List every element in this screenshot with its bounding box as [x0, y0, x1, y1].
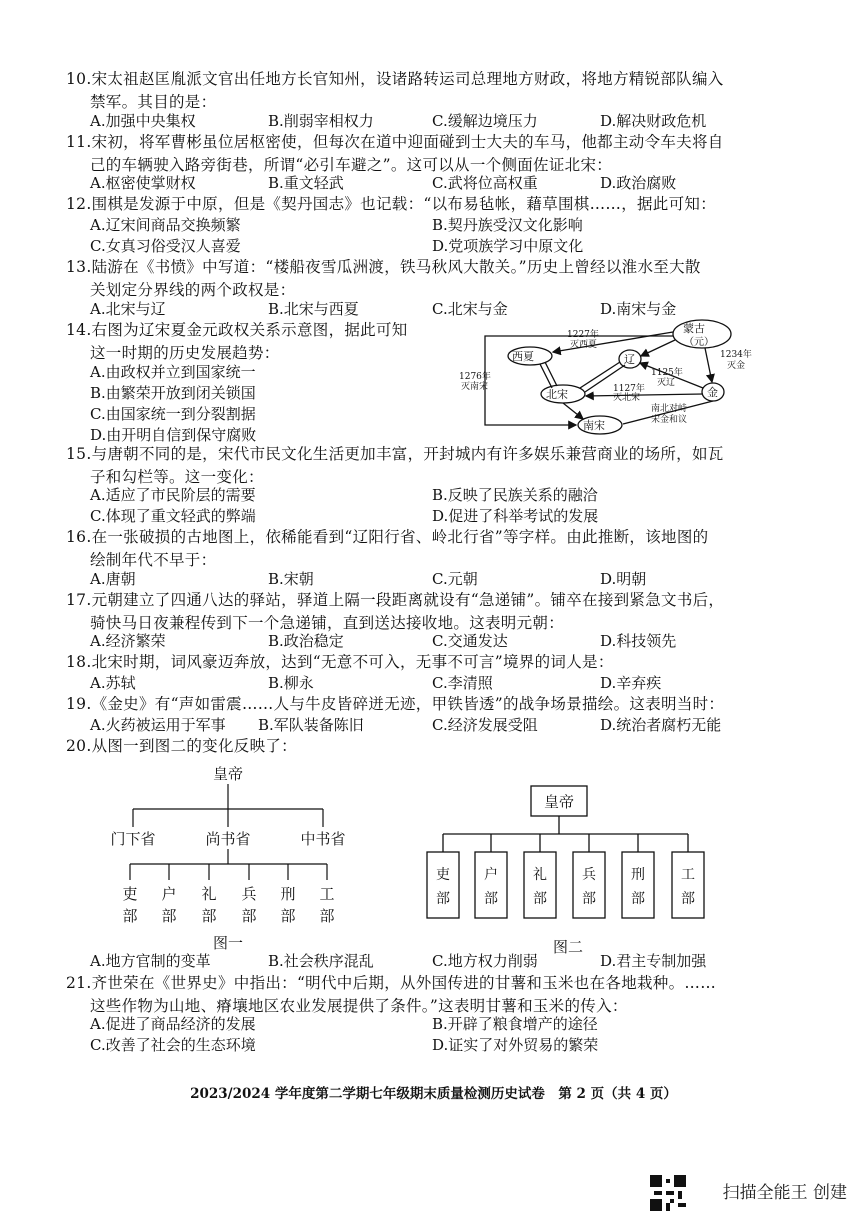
option-d[interactable]: D.南宋与金: [600, 300, 677, 318]
fig1-caption: 图一: [212, 934, 244, 952]
node-beisong: 北宋: [546, 388, 568, 401]
option-d[interactable]: D.辛弃疾: [600, 674, 662, 692]
label-peace-treaty: 宋金和议: [651, 415, 688, 425]
scanner-watermark: 扫描全能王 创建: [722, 1183, 847, 1203]
fig2-ministry-3-char-2: 部: [533, 891, 547, 907]
fig2-ministry-5-char-2: 部: [631, 891, 645, 907]
fig1-ministry-2-char-1: 户: [161, 885, 177, 903]
question-stem: 右图为辽宋夏金元政权关系示意图，据此可知: [91, 321, 408, 339]
fig2-ministry-box-3: [524, 852, 556, 918]
option-d[interactable]: D.党项族学习中原文化: [432, 237, 584, 255]
fig1-emperor: 皇帝: [212, 765, 244, 783]
fig2-ministry-box-6: [672, 852, 704, 918]
option-d[interactable]: D.证实了对外贸易的繁荣: [432, 1036, 599, 1054]
question-stem: 从图一到图二的变化反映了：: [91, 737, 297, 755]
option-b[interactable]: B.北宋与西夏: [268, 300, 359, 318]
regime-relations-diagram: [455, 318, 765, 440]
fig2-ministries: [427, 834, 704, 918]
fig2-ministry-2-char-2: 部: [484, 891, 498, 907]
option-b[interactable]: B.宋朝: [268, 570, 314, 588]
question-stem-continued: 禁军。其目的是：: [90, 93, 217, 111]
label-1127-year: 1127年: [613, 384, 645, 394]
fig2-ministry-5-char-1: 刑: [631, 867, 645, 883]
option-c[interactable]: C.交通发达: [432, 632, 508, 650]
label-1276-event: 灭南宋: [461, 382, 489, 392]
line-xixia-beisong-2: [540, 364, 552, 388]
question-number: 13.: [66, 258, 92, 276]
question-stem: 宋初，将军曹彬虽位居枢密使，但每次在道中迎面碰到士大夫的车马，他都主动令车夫将自: [91, 133, 724, 151]
option-c[interactable]: C.由国家统一到分裂割据: [90, 405, 256, 423]
option-d[interactable]: D.科技领先: [600, 632, 677, 650]
question-12: [66, 193, 806, 216]
fig2-caption: 图二: [552, 938, 584, 956]
node-jin: 金: [707, 386, 718, 399]
label-1127-event: 灭北宋: [613, 393, 641, 403]
question-number: 19.: [66, 695, 92, 713]
question-stem: 齐世荣在《世界史》中指出：“明代中后期，从外国传进的甘薯和玉米也在各地栽种。……: [91, 974, 716, 992]
option-b[interactable]: B.柳永: [268, 674, 314, 692]
question-20: [66, 735, 806, 758]
fig1-ministry-4-char-1: 兵: [241, 885, 257, 903]
question-stem-continued: 这些作物为山地、瘠壤地区农业发展提供了条件。”这表明甘薯和玉米的传入：: [90, 997, 628, 1015]
fig1-ministry-3-char-1: 礼: [201, 885, 217, 903]
option-a[interactable]: A.适应了市民阶层的需要: [90, 486, 256, 504]
question-15: [66, 443, 806, 489]
question-stem: 元朝建立了四通八达的驿站，驿道上隔一段距离就设有“急递铺”。铺卒在接到紧急文书后，: [91, 591, 725, 609]
question-number: 17.: [66, 591, 92, 609]
question-number: 14.: [66, 321, 92, 339]
fig2-ministry-6-char-2: 部: [681, 891, 695, 907]
question-number: 12.: [66, 195, 92, 213]
option-b[interactable]: B.军队装备陈旧: [258, 716, 364, 734]
question-18: [66, 651, 806, 674]
option-d[interactable]: D.君主专制加强: [600, 952, 707, 970]
option-b[interactable]: B.契丹族受汉文化影响: [432, 216, 583, 234]
question-10: [66, 68, 806, 114]
option-b[interactable]: B.社会秩序混乱: [268, 952, 374, 970]
option-d[interactable]: D.明朝: [600, 570, 647, 588]
fig1-menxia: 门下省: [110, 830, 156, 848]
question-19: [66, 693, 806, 716]
fig1-ministry-5-char-2: 部: [280, 907, 296, 925]
question-stem: 围棋是发源于中原，但是《契丹国志》也记载：“以布易毡帐，藉草围棋……，据此可知：: [91, 195, 716, 213]
fig2-ministry-4-char-1: 兵: [582, 867, 596, 883]
question-number: 20.: [66, 737, 92, 755]
fig2-ministry-3-char-1: 礼: [533, 867, 547, 883]
question-stem-continued: 己的车辆驶入路旁街巷，所谓“必引车避之”。这可以从一个侧面佐证北宋：: [90, 156, 613, 174]
fig1-ministry-6-char-1: 工: [319, 885, 335, 903]
option-a[interactable]: A.辽宋间商品交换频繁: [90, 216, 241, 234]
arrow-menggu-liao: [641, 340, 675, 356]
fig2-ministry-box-4: [573, 852, 605, 918]
option-a[interactable]: A.苏轼: [90, 674, 136, 692]
option-c[interactable]: C.经济发展受阻: [432, 716, 538, 734]
option-b[interactable]: B.政治稳定: [268, 632, 344, 650]
fig2-ministry-2-char-1: 户: [484, 867, 498, 883]
question-number: 21.: [66, 974, 92, 992]
question-stem: 《金史》有“声如雷震……人与牛皮皆碎迸无迹，甲铁皆透”的战争场景描绘。这表明当时：: [91, 695, 725, 713]
node-menggu: 蒙古: [683, 322, 705, 335]
fig1-ministries: [122, 885, 334, 925]
label-1234-year: 1234年: [720, 350, 752, 360]
label-1234-event: 灭金: [727, 361, 746, 371]
question-21: [66, 972, 806, 1018]
question-stem-continued: 绘制年代不早于：: [90, 551, 217, 569]
option-c[interactable]: C.地方权力削弱: [432, 952, 538, 970]
label-1276-year: 1276年: [459, 372, 491, 382]
label-north-south: 南北对峙: [651, 404, 688, 414]
option-a[interactable]: A.加强中央集权: [90, 112, 196, 130]
question-stem-continued: 子和勾栏等。这一变化：: [90, 468, 264, 486]
option-a[interactable]: A.枢密使掌财权: [90, 174, 196, 192]
question-stem: 北宋时期，词风豪迈奔放，达到“无意不可入，无事不可言”境界的词人是：: [91, 653, 614, 671]
fig1-ministry-1-char-2: 部: [122, 907, 138, 925]
node-liao: 辽: [624, 353, 635, 366]
question-number: 10.: [66, 70, 92, 88]
arrow-jin-beisong: [586, 394, 703, 396]
fig1-ministry-3-char-2: 部: [201, 907, 217, 925]
question-stem-continued: 骑快马日夜兼程传到下一个急递铺，直到送达接收地。这表明元朝：: [90, 614, 565, 632]
figure-1-tang-system: [95, 762, 365, 952]
fig1-ministry-1-char-1: 吏: [122, 885, 138, 903]
question-13: [66, 256, 806, 302]
node-nansong: 南宋: [583, 419, 605, 432]
label-1227-event: 灭西夏: [570, 340, 598, 350]
fig1-zhongshu: 中书省: [300, 830, 346, 848]
question-number: 11.: [66, 133, 92, 151]
fig2-ministry-1-char-1: 吏: [436, 867, 450, 883]
option-b[interactable]: B.重文轻武: [268, 174, 344, 192]
option-d[interactable]: D.政治腐败: [600, 174, 677, 192]
figure-2-ming-system: [418, 782, 718, 957]
question-stem: 在一张破损的古地图上，依稀能看到“辽阳行省、岭北行省”等字样。由此推断，该地图的: [91, 528, 709, 546]
option-d[interactable]: D.解决财政危机: [600, 112, 707, 130]
question-16: [66, 526, 806, 572]
label-1125-year: 1125年: [651, 368, 683, 378]
option-d[interactable]: D.统治者腐朽无能: [600, 716, 722, 734]
question-number: 18.: [66, 653, 92, 671]
fig2-ministry-box-2: [475, 852, 507, 918]
option-c[interactable]: C.女真习俗受汉人喜爱: [90, 237, 241, 255]
node-yuan: （元）: [684, 337, 714, 348]
option-c[interactable]: C.北宋与金: [432, 300, 508, 318]
option-b[interactable]: B.开辟了粮食增产的途径: [432, 1015, 598, 1033]
question-stem-continued: 关划定分界线的两个政权是：: [90, 281, 296, 299]
option-c[interactable]: C.体现了重文轻武的弊端: [90, 507, 256, 525]
fig1-ministry-5-char-1: 刑: [280, 885, 296, 903]
option-c[interactable]: C.武将位高权重: [432, 174, 538, 192]
line-xixia-beisong-1: [545, 362, 557, 386]
question-stem: 陆游在《书愤》中写道：“楼船夜雪瓜洲渡，铁马秋风大散关。”历史上曾经以淮水至大散: [91, 258, 701, 276]
option-b[interactable]: B.由繁荣开放到闭关锁国: [90, 384, 256, 402]
question-number: 15.: [66, 445, 92, 463]
question-11: [66, 131, 806, 177]
option-c[interactable]: C.李清照: [432, 674, 493, 692]
option-a[interactable]: A.地方官制的变革: [90, 952, 211, 970]
option-a[interactable]: A.由政权并立到国家统一: [90, 363, 256, 381]
question-stem: 宋太祖赵匡胤派文官出任地方长官知州，设诸路转运司总理地方财政，将地方精锐部队编入: [91, 70, 724, 88]
option-b[interactable]: B.削弱宰相权力: [268, 112, 374, 130]
option-d[interactable]: D.促进了科举考试的发展: [432, 507, 599, 525]
option-a[interactable]: A.经济繁荣: [90, 632, 166, 650]
page-footer: 2023/2024 学年度第二学期七年级期末质量检测历史试卷 第 2 页（共 4 页）: [190, 1086, 677, 1102]
option-a[interactable]: A.唐朝: [90, 570, 136, 588]
option-a[interactable]: A.北宋与辽: [90, 300, 166, 318]
fig1-shangshu: 尚书省: [205, 830, 251, 848]
fig1-ministry-6-char-2: 部: [319, 907, 335, 925]
fig2-ministry-box-1: [427, 852, 459, 918]
label-1125-event: 灭辽: [657, 378, 676, 388]
label-1227-year: 1227年: [567, 330, 599, 340]
option-a[interactable]: A.促进了商品经济的发展: [90, 1015, 256, 1033]
option-c[interactable]: C.缓解边境压力: [432, 112, 538, 130]
arrow-beisong-nansong: [563, 403, 583, 419]
option-c[interactable]: C.元朝: [432, 570, 478, 588]
qr-code-icon: [650, 1175, 686, 1211]
question-14: [66, 319, 466, 365]
question-stem-continued: 这一时期的历史发展趋势：: [90, 344, 280, 362]
arrow-menggu-jin: [705, 348, 712, 382]
question-17: [66, 589, 806, 635]
question-stem: 与唐朝不同的是，宋代市民文化生活更加丰富，开封城内有许多娱乐兼营商业的场所，如瓦: [91, 445, 724, 463]
fig2-ministry-1-char-2: 部: [436, 891, 450, 907]
option-a[interactable]: A.火药被运用于军事: [90, 716, 226, 734]
fig2-ministry-box-5: [622, 852, 654, 918]
question-number: 16.: [66, 528, 92, 546]
fig1-ministry-4-char-2: 部: [241, 907, 257, 925]
node-xixia: 西夏: [512, 350, 534, 363]
option-b[interactable]: B.反映了民族关系的融洽: [432, 486, 598, 504]
fig2-ministry-4-char-2: 部: [582, 891, 596, 907]
option-d[interactable]: D.由开明自信到保守腐败: [90, 426, 257, 444]
fig2-emperor: 皇帝: [543, 793, 575, 811]
fig2-ministry-6-char-1: 工: [681, 867, 695, 883]
option-c[interactable]: C.改善了社会的生态环境: [90, 1036, 256, 1054]
fig1-ministry-2-char-2: 部: [161, 907, 177, 925]
